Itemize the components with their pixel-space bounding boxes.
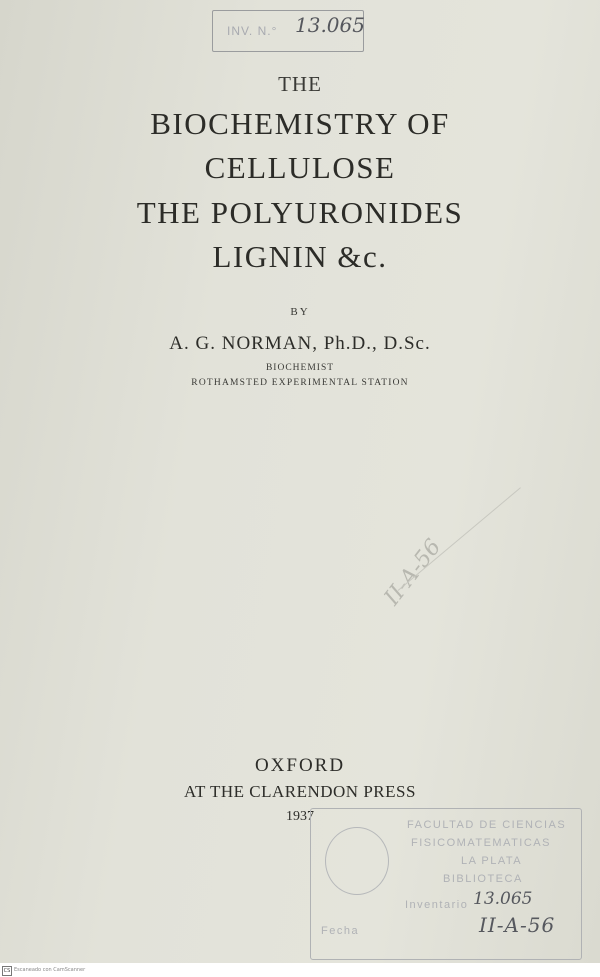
library-stamp [310,808,582,960]
inventory-stamp [212,10,364,52]
title-line-1: BIOCHEMISTRY OF [150,106,450,141]
library-inventory-handwritten: 13.065 [473,889,533,909]
library-stamp-line-4: BIBLIOTECA [443,873,523,885]
library-stamp-date-label: Fecha [321,925,360,937]
scanner-footer [0,963,600,977]
seal-icon [325,827,389,895]
pencil-annotation: II-A-56 [379,534,447,611]
title-line-3: THE POLYURONIDES [136,195,464,230]
author-name: A. G. NORMAN, Ph.D., D.Sc. [169,333,431,354]
author-institution: ROTHAMSTED EXPERIMENTAL STATION [191,378,409,388]
author-role: BIOCHEMIST [265,363,335,373]
pencil-stroke [398,487,521,591]
inventory-stamp-label: INV. N.° [227,24,278,38]
title-line-2: CELLULOSE [204,150,396,185]
library-stamp-inventory-label: Inventario [405,899,469,911]
library-class-handwritten: II-A-56 [479,913,556,937]
library-stamp-line-2: FISICOMATEMATICAS [411,837,551,849]
inventory-number-handwritten: 13.065 [295,13,365,37]
publication-year: 1937 [286,809,314,824]
camscanner-icon: CS [3,968,11,974]
by-label: BY [290,306,310,318]
title-the: THE [278,72,322,96]
publisher-city: OXFORD [254,755,346,776]
scanner-watermark-text: Escaneado con CamScanner [14,967,86,973]
publisher-press: AT THE CLARENDON PRESS [184,782,416,801]
library-stamp-line-1: FACULTAD DE CIENCIAS [407,819,567,831]
library-stamp-line-3: LA PLATA [461,855,523,867]
title-line-4: LIGNIN &c. [212,239,388,274]
